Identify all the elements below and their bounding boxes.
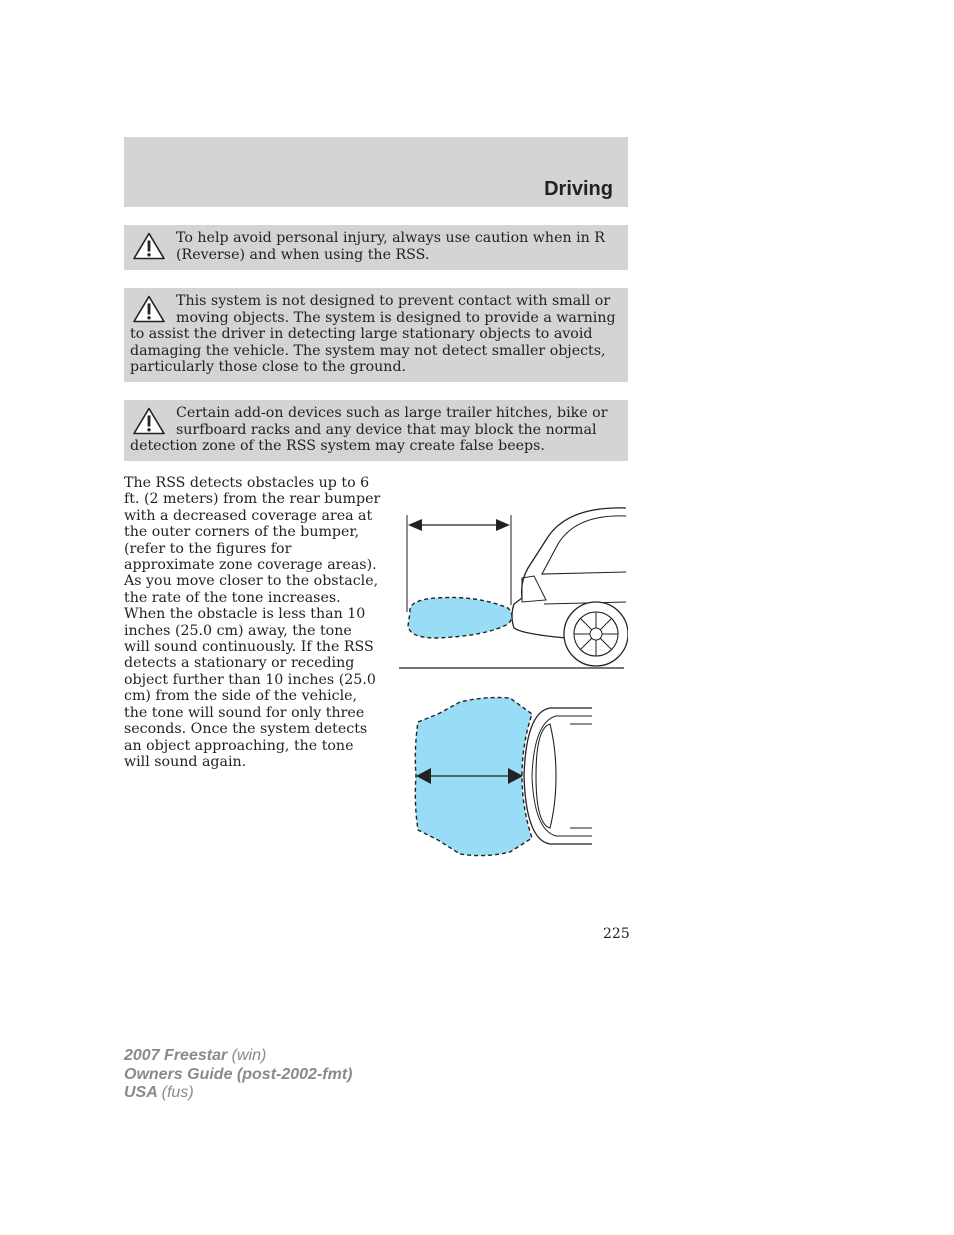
- detection-zone: [408, 597, 512, 638]
- warning-box: [124, 288, 628, 382]
- warning-text: Certain add-on devices such as large trailer hitches, bike or surfboard racks and any device that may block the normal detection zone of the RSS system may create false beeps.: [130, 405, 608, 454]
- footer: [124, 1047, 352, 1103]
- footer-line: [124, 1084, 352, 1103]
- arrow-head: [408, 519, 422, 531]
- rear-window: [536, 724, 556, 828]
- warning-text: This system is not designed to prevent contact with small or moving objects. The system is designed to provide a warning to assist the driver in detecting large stationary objects to avoid damaging the vehicle. The system may not detect smaller objects, particularly those close to the ground.: [130, 293, 616, 375]
- footer-market-code: (fus): [161, 1084, 194, 1101]
- vehicle-rear-side-view-illustration: [396, 500, 628, 672]
- warning-triangle-icon: [133, 407, 165, 435]
- footer-model: 2007 Freestar: [124, 1047, 228, 1064]
- footer-market: USA: [124, 1084, 158, 1101]
- vehicle-rear-top-view-illustration: [410, 694, 594, 860]
- page-number: 225: [603, 926, 630, 942]
- footer-model-code: (win): [231, 1047, 267, 1064]
- warning-text: To help avoid personal injury, always use caution when in R (Reverse) and when using the RSS.: [176, 230, 605, 263]
- section-title: Driving: [544, 178, 613, 200]
- footer-line: [124, 1066, 352, 1085]
- warning-triangle-icon: [133, 232, 165, 260]
- warning-box: [124, 400, 628, 461]
- footer-line: [124, 1047, 352, 1066]
- vehicle-body: [524, 708, 592, 844]
- section-header: [124, 137, 628, 207]
- warning-triangle-icon: [133, 295, 165, 323]
- warning-box: [124, 225, 628, 270]
- arrow-head: [496, 519, 510, 531]
- body-paragraph: The RSS detects obstacles up to 6 ft. (2 meters) from the rear bumper with a decreased coverage area at the outer corners of the bumper, (refer to the figures for approximate zone coverage areas). As you move closer to the obstacle, the rate of the tone increases. When the obstacle is less than 10 inches (25.0 cm) away, the tone will sound continuously. If the RSS detects a stationary or receding object further than 10 inches (25.0 cm) from the side of the vehicle, the tone will sound for only three seconds. Once the system detects an object approaching, the tone will sound again.: [124, 475, 381, 770]
- footer-guide: Owners Guide (post-2002-fmt): [124, 1065, 353, 1083]
